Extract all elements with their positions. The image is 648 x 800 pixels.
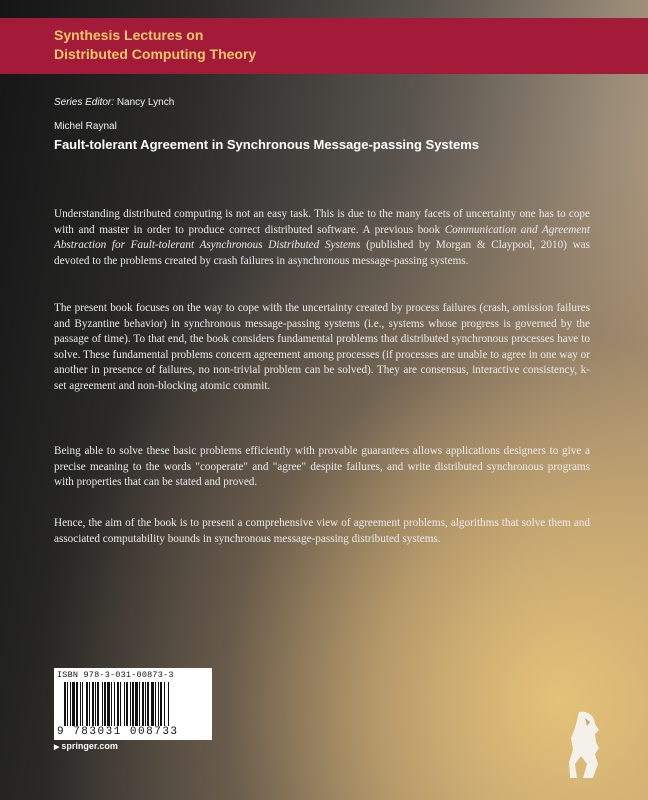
blurb-p1-text-end: (published by Morgan & Claypool, 2010) was devoted to the problems created by crash failures in asynchronous message-passing systems. [54,239,591,267]
blurb-paragraph-4: Hence, the aim of the book is to present a comprehensive view of agreement problems, algorithms that solve them and associated computability bounds in synchronous message-passing distributed systems. [54,517,590,545]
blurb-p1-text-start: Understanding distributed computing is not an easy task. This is due to the many facets of uncertainty one has to cope with and master in order to produce correct distributed software. A previous book [54,208,590,236]
series-editor [54,97,174,108]
blurb-paragraph-2: The present book focuses on the way to cope with the uncertainty created by process failures (crash, omission failures and Byzantine behavior) in synchronous message-passing systems (i.e., systems whose progress is governed by the passage of time). To that end, the book considers fundamental problems that distributed synchronous processes have to solve. These fundamental problems concern agreement among processes (if processes are unable to agree in one way or another in presence of failures, no non-trivial problem can be solved). They are consensus, interactive consistency, k-set agreement and non-blocking atomic commit. [54,302,590,392]
blurb-paragraph-3: Being able to solve these basic problems efficiently with provable guarantees allows applications designers to give a precise meaning to the words "cooperate" and "agree" despite failures, and write distributed synchronous programs with properties that can be stated and proved. [54,445,590,488]
publisher-url: springer.com [61,741,118,751]
isbn-barcode [54,668,212,740]
book-title: Fault-tolerant Agreement in Synchronous Message-passing Systems [54,137,480,152]
barcode-digits: 9 783031 008733 [57,726,179,738]
series-editor-name: Nancy Lynch [116,97,175,108]
springer-horse-icon [565,708,605,782]
blurb-paragraph-1 [54,207,590,269]
blurb-p1-cited-title: Communication and Agreement Abstraction for Fault-tolerant Asynchronous Distributed Systems [54,223,590,251]
triangle-right-icon: ▶ [54,744,60,751]
barcode-bars [64,682,204,726]
series-editor-label: Series Editor: [54,97,115,108]
series-title: Synthesis Lectures on Distributed Computing Theory [54,27,257,62]
publisher-link[interactable] [54,741,118,751]
isbn-text: ISBN 978-3-031-00873-3 [57,670,174,680]
book-author: Michel Raynal [54,121,117,132]
series-banner [0,18,648,74]
